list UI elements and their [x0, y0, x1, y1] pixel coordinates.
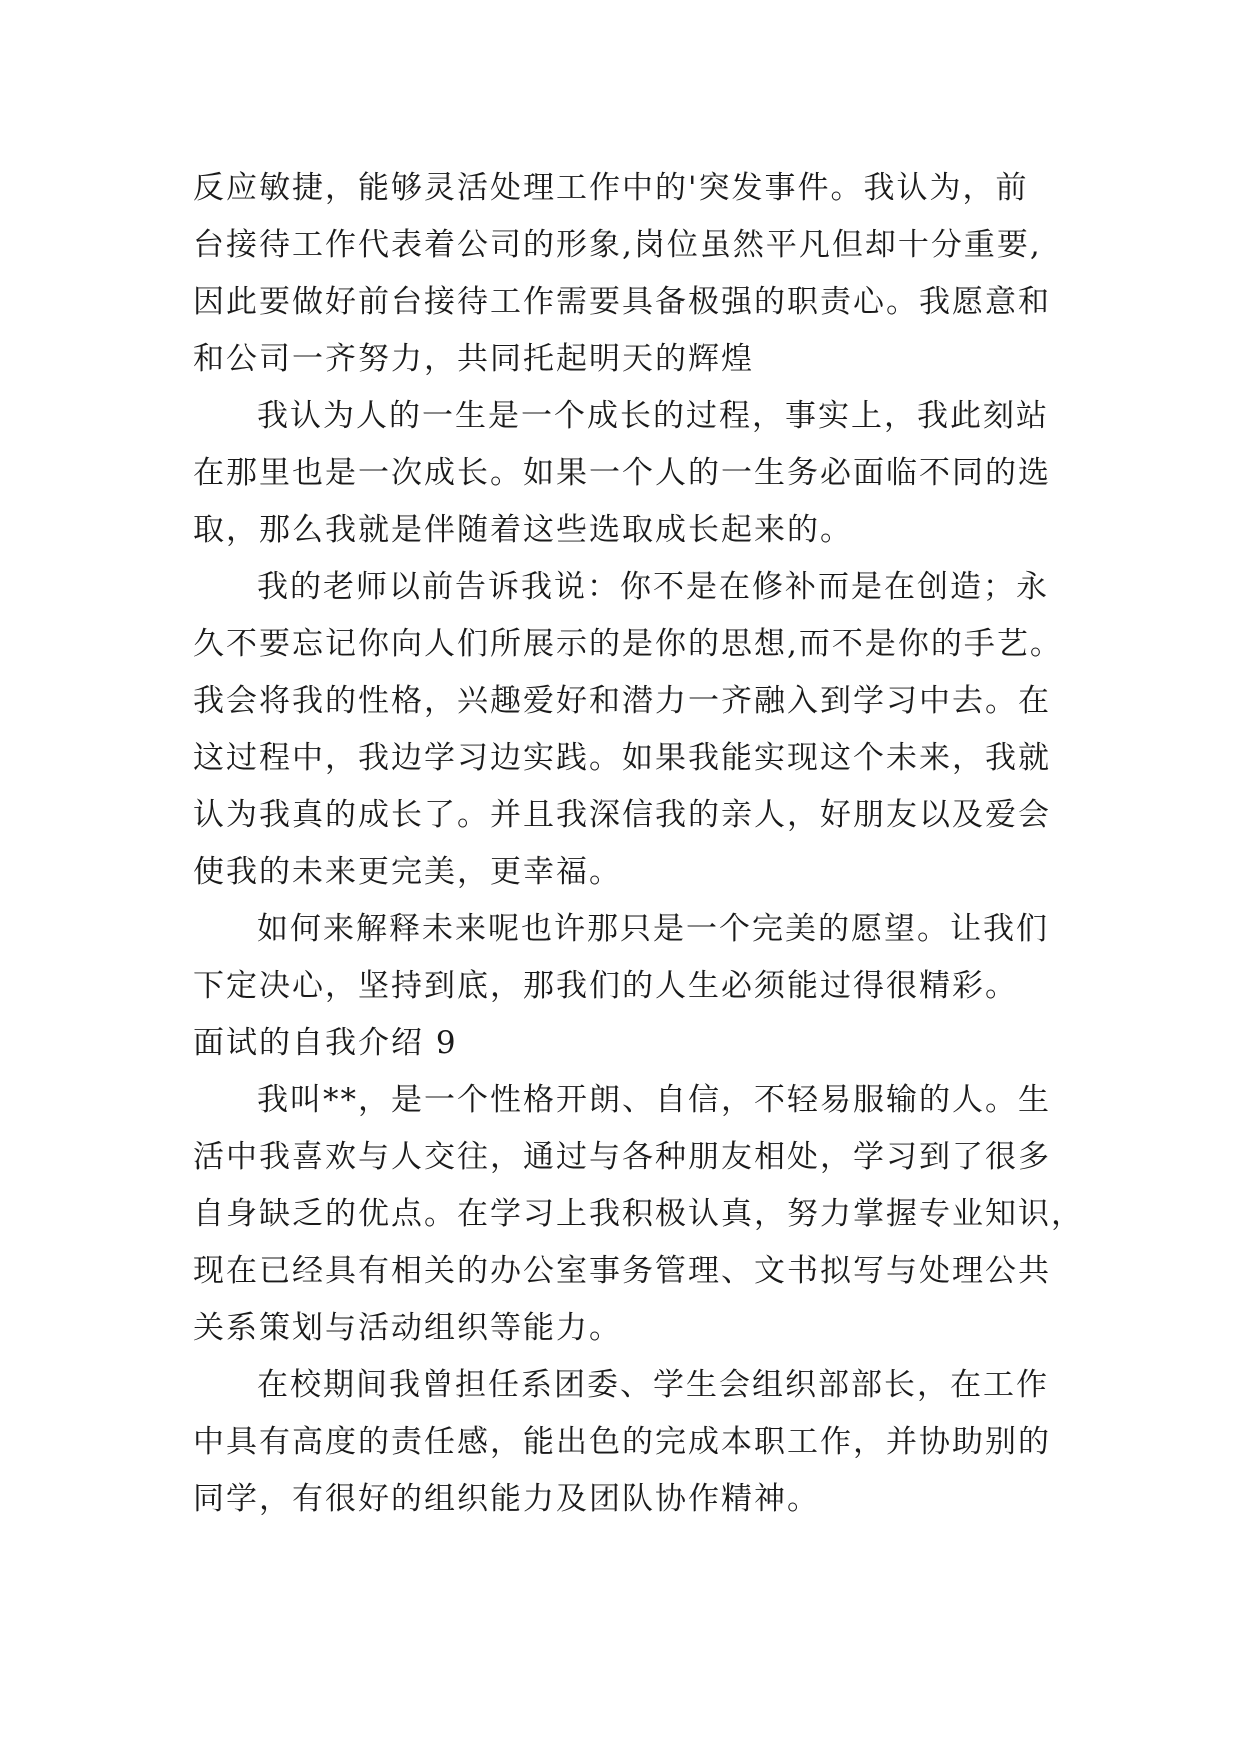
text-line: 因此要做好前台接待工作需要具备极强的职责心。我愿意和 [193, 284, 1051, 320]
text-line: 我认为人的一生是一个成长的过程，事实上，我此刻站 [257, 398, 1049, 434]
text-line: 自身缺乏的优点。在学习上我积极认真，努力掌握专业知识， [193, 1196, 1084, 1232]
text-line: 下定决心，坚持到底，那我们的人生必须能过得很精彩。 [193, 968, 1018, 1004]
text-line: 久不要忘记你向人们所展示的是你的思想,而不是你的手艺。 [193, 626, 1063, 662]
text-line: 这过程中，我边学习边实践。如果我能实现这个未来，我就 [193, 740, 1051, 776]
text-line: 如何来解释未来呢也许那只是一个完美的愿望。让我们 [257, 911, 1049, 947]
text-line: 我的老师以前告诉我说：你不是在修补而是在创造；永 [257, 569, 1049, 605]
text-line: 在那里也是一次成长。如果一个人的一生务必面临不同的选 [193, 455, 1051, 491]
text-line: 反应敏捷，能够灵活处理工作中的'突发事件。我认为，前 [193, 170, 1029, 206]
text-line: 取，那么我就是伴随着这些选取成长起来的。 [193, 512, 853, 548]
text-line: 台接待工作代表着公司的形象,岗位虽然平凡但却十分重要, [193, 227, 1042, 263]
text-line: 关系策划与活动组织等能力。 [193, 1310, 622, 1346]
text-line: 我叫**，是一个性格开朗、自信，不轻易服输的人。生 [257, 1082, 1051, 1118]
text-line: 使我的未来更完美，更幸福。 [193, 854, 622, 890]
text-line: 现在已经具有相关的办公室事务管理、文书拟写与处理公共 [193, 1253, 1051, 1289]
text-line: 在校期间我曾担任系团委、学生会组织部部长，在工作 [257, 1367, 1049, 1403]
text-line: 同学，有很好的组织能力及团队协作精神。 [193, 1481, 820, 1517]
text-line: 中具有高度的责任感，能出色的完成本职工作，并协助别的 [193, 1424, 1051, 1460]
text-line: 活中我喜欢与人交往，通过与各种朋友相处，学习到了很多 [193, 1139, 1051, 1175]
text-line: 认为我真的成长了。并且我深信我的亲人，好朋友以及爱会 [193, 797, 1051, 833]
text-line: 我会将我的性格，兴趣爱好和潜力一齐融入到学习中去。在 [193, 683, 1051, 719]
section-heading: 面试的自我介绍 9 [193, 1025, 458, 1061]
document-body [193, 160, 1084, 1528]
text-line: 和公司一齐努力，共同托起明天的辉煌 [193, 341, 754, 377]
